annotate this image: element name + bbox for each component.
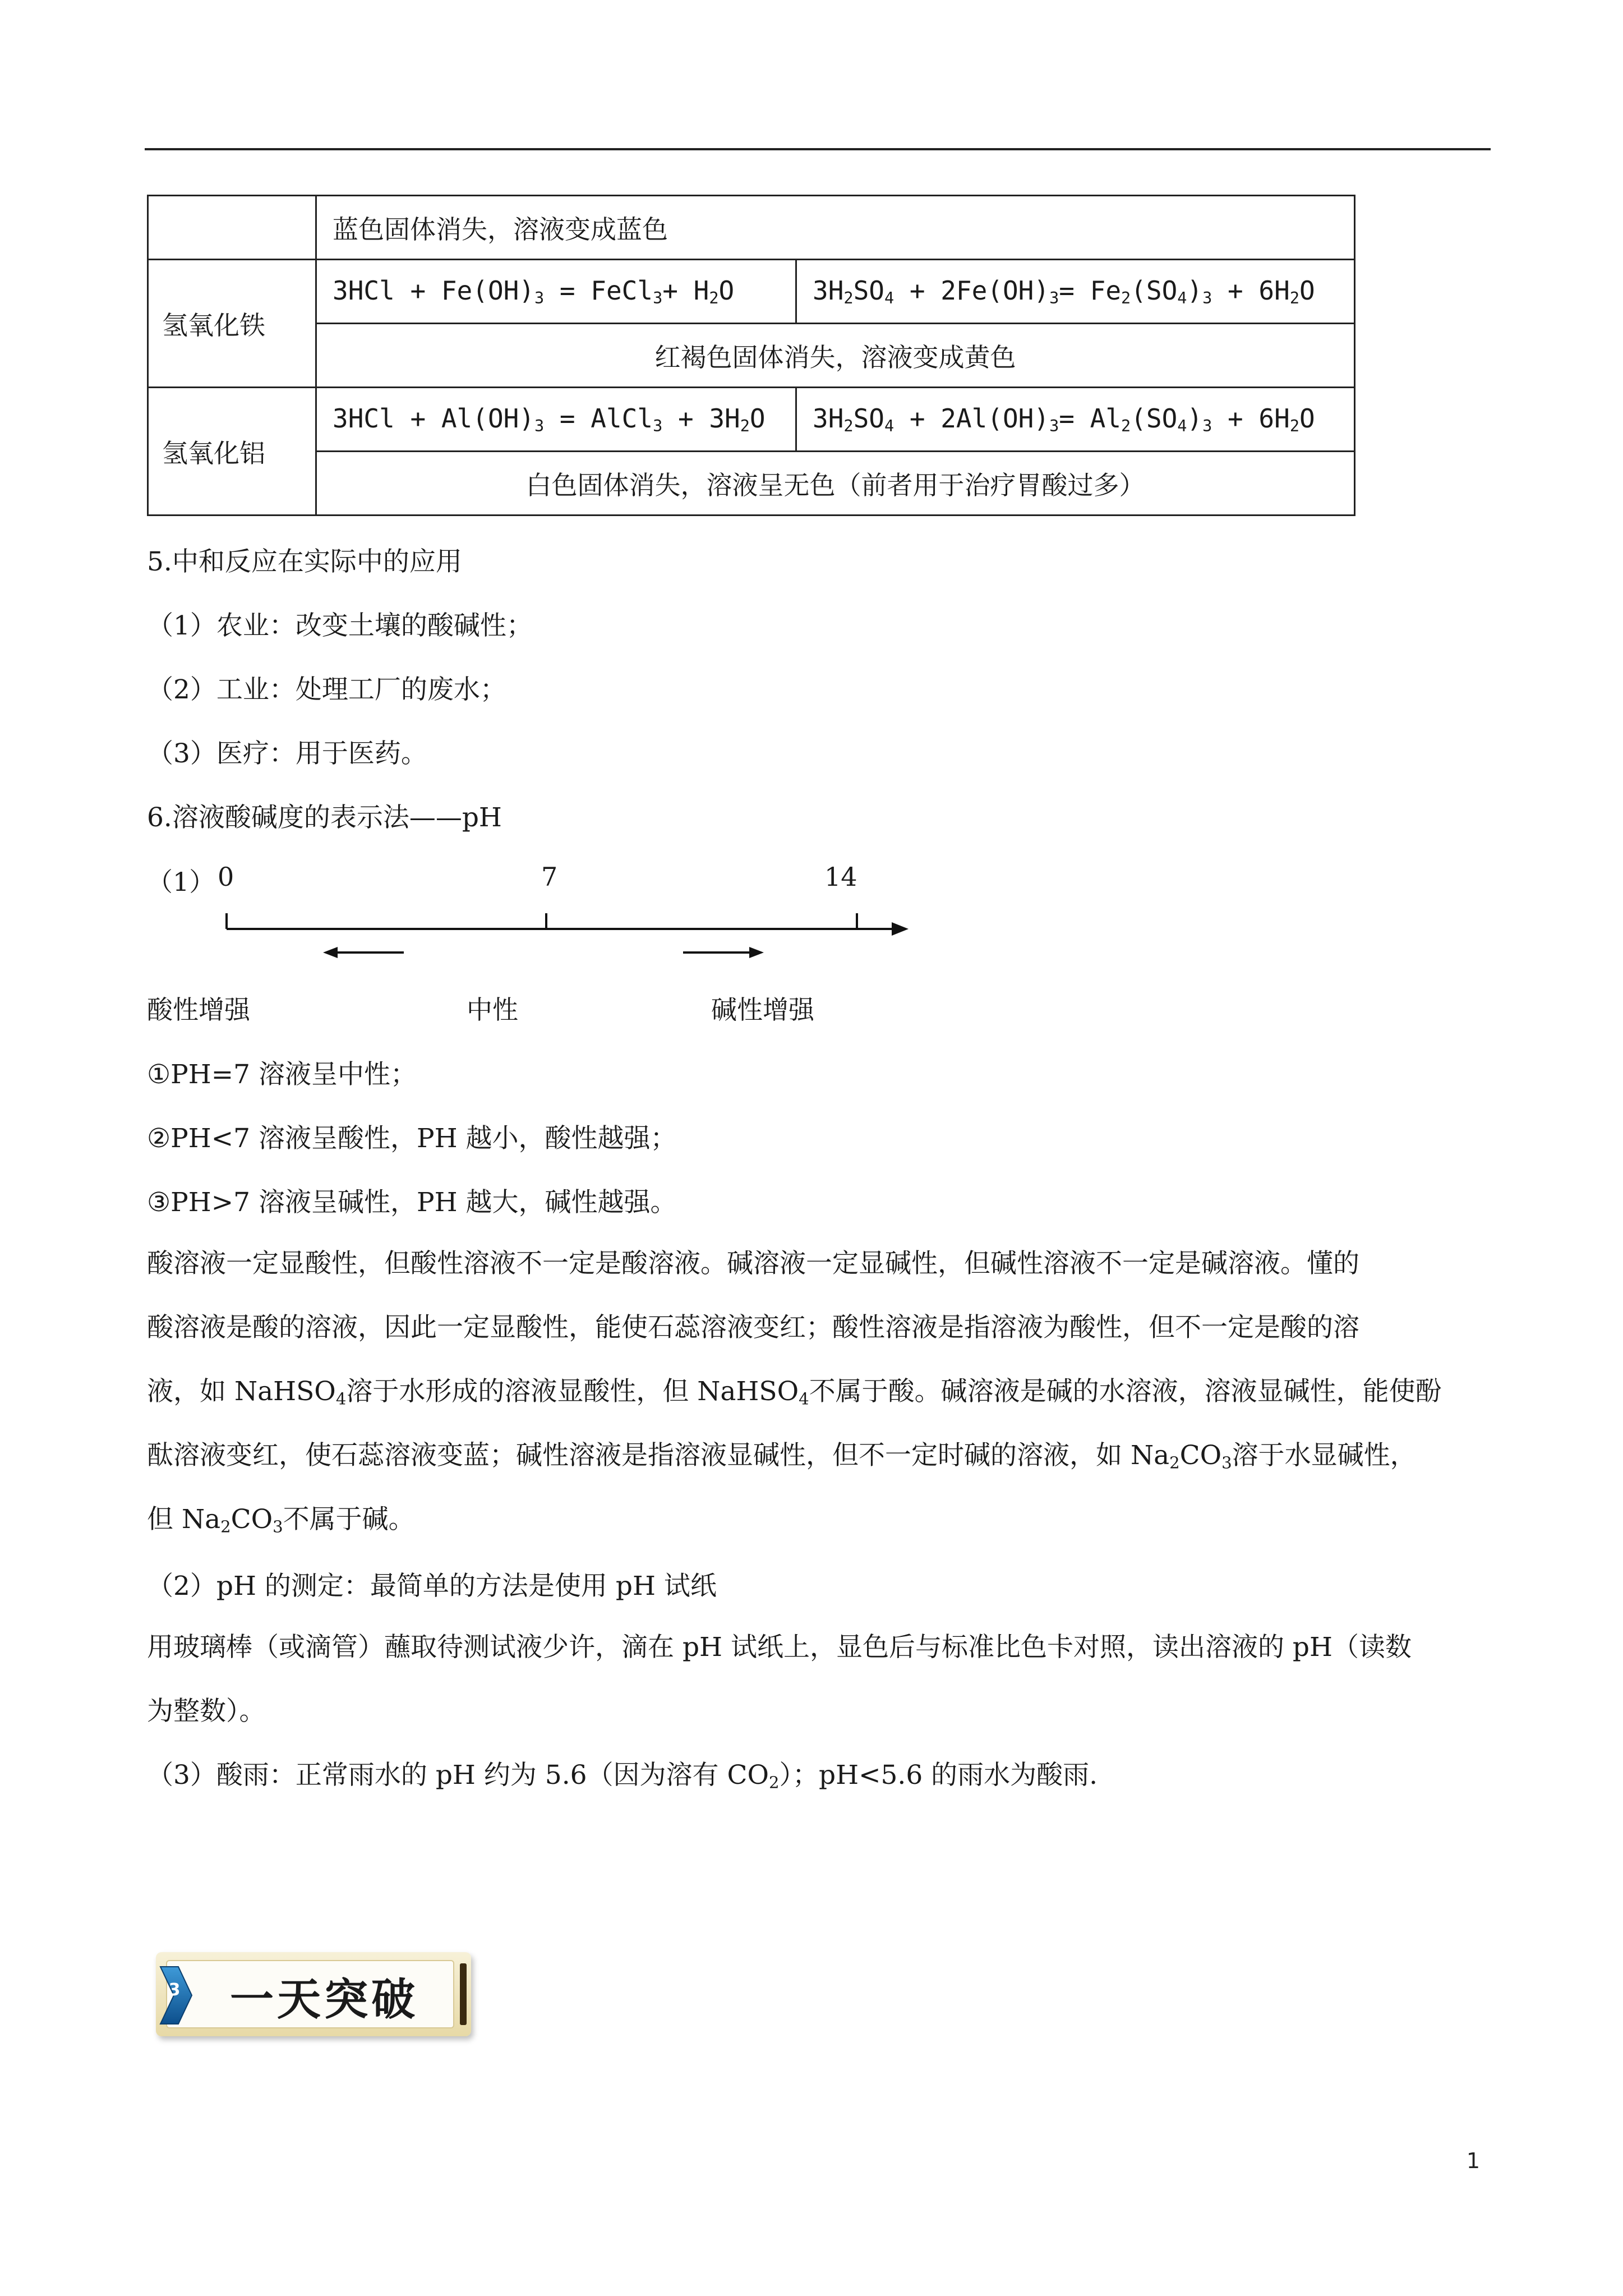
list-item: （2）工业：处理工厂的废水；: [147, 674, 506, 705]
table-cell-empty: [148, 196, 316, 260]
badge-title: 一天突破: [230, 1975, 419, 2025]
badge-number: 3: [168, 1980, 181, 2000]
paragraph-line: 用玻璃棒（或滴管）蘸取待测试液少许，滴在 pH 试纸上，显色后与标准比色卡对照，读出溶液的 pH（读数: [147, 1632, 1412, 1663]
table-cell-substance: 氢氧化铁: [148, 260, 316, 388]
paragraph-line: 液，如 NaHSO$_4$溶于水形成的溶液显酸性，但 NaHSO$_4$不属于酸。碱溶液是碱的水溶液，溶液显碱性，能使酚: [147, 1376, 1442, 1409]
badge-accent-bar: [460, 1963, 467, 2025]
paragraph-line: 为整数）。: [147, 1696, 266, 1727]
base-label: 碱性增强: [711, 995, 814, 1025]
paragraph-line: 酸溶液一定显酸性，但酸性溶液不一定是酸溶液。碱溶液一定显碱性，但碱性溶液不一定是碱溶液。懂的: [147, 1248, 1359, 1279]
list-item: （3）医疗：用于医药。: [147, 738, 427, 769]
paragraph-line: 但 $Na_2CO_3$不属于碱。: [147, 1504, 415, 1536]
numberline-arrowhead: [892, 922, 909, 936]
list-item: ①PH=7 溶液呈中性；: [147, 1059, 417, 1090]
page-number: 1: [1466, 2148, 1480, 2173]
table-cell-equation: $3HCl + Al(OH)_3$ = AlCl$_3$ + $3H_2O$: [316, 388, 796, 452]
acid-arrow-head: [323, 947, 338, 958]
numberline-tick-label-7: 7: [541, 862, 558, 892]
table-cell-substance: 氢氧化铝: [148, 388, 316, 516]
subsection-2-title: （2）pH 的测定：最简单的方法是使用 pH 试纸: [147, 1571, 717, 1602]
table-cell-equation: $3H_2SO_4 + 2Al(OH)_3= Al_2(SO_4)_3 + 6H_2O$: [796, 388, 1355, 452]
numberline-tick-label-0: 0: [218, 862, 234, 892]
list-item: ②PH<7 溶液呈酸性，PH 越小，酸性越强；: [147, 1123, 677, 1154]
paragraph-line: 酞溶液变红，使石蕊溶液变蓝；碱性溶液是指溶液显碱性，但不一定时碱的溶液，如 $Na_2CO_3$溶于水显碱性，: [147, 1440, 1417, 1473]
header-rule: [145, 148, 1491, 150]
table-row: [148, 452, 1355, 516]
ph-measurement-paragraph: [147, 1616, 1493, 1743]
table-row: [148, 388, 1355, 452]
numberline-prefix: （1）: [147, 867, 215, 897]
neutral-label: 中性: [467, 995, 518, 1025]
acid-rain-line: （3）酸雨：正常雨水的 pH 约为 5.6（因为溶有 $CO_2$）；pH<5.6 的雨水为酸雨.: [147, 1760, 1098, 1792]
acid-label: 酸性增强: [147, 995, 250, 1025]
table-row: [148, 260, 1355, 324]
explanation-paragraph: [147, 1232, 1493, 1552]
table-cell-phenomenon: 红褐色固体消失，溶液变成黄色: [316, 324, 1355, 388]
table-cell-equation: $3H_2SO_4 + 2Fe(OH)_3= Fe_2(SO_4)_3 + 6H_2O$: [796, 260, 1355, 324]
numberline-tick-label-14: 14: [824, 862, 857, 892]
table-row: [148, 324, 1355, 388]
list-item: （1）农业：改变土壤的酸碱性；: [147, 610, 533, 641]
ph-number-line: [213, 892, 920, 970]
base-arrow-head: [749, 947, 764, 958]
table-cell-phenomenon: 白色固体消失，溶液呈无色（前者用于治疗胃酸过多）: [316, 452, 1355, 516]
table-cell-phenomenon: 蓝色固体消失，溶液变成蓝色: [316, 196, 1355, 260]
section-5-title: 5.中和反应在实际中的应用: [147, 546, 462, 577]
table-row: [148, 196, 1355, 260]
section-badge: [156, 1952, 471, 2036]
table-cell-equation: $3HCl + Fe(OH)_3$ = FeCl$_3$+ $H_2O$: [316, 260, 796, 324]
reaction-table: [147, 195, 1355, 516]
section-6-title: 6.溶液酸碱度的表示法——pH: [147, 802, 502, 833]
list-item: ③PH>7 溶液呈碱性，PH 越大，碱性越强。: [147, 1187, 677, 1218]
paragraph-line: 酸溶液是酸的溶液，因此一定显酸性，能使石蕊溶液变红；酸性溶液是指溶液为酸性，但不一定是酸的溶: [147, 1312, 1359, 1343]
